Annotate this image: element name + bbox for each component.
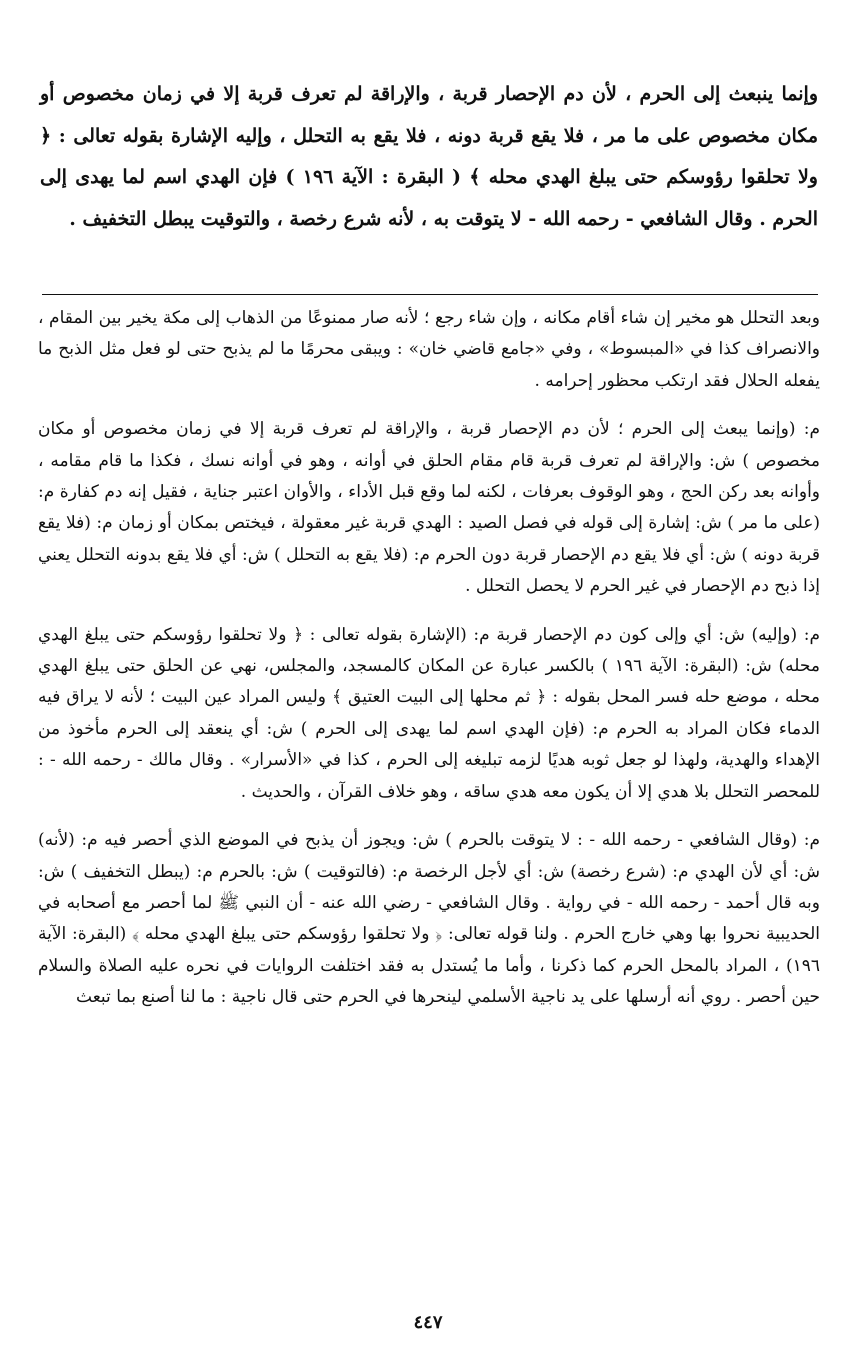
commentary-paragraph-4: م: (وقال الشافعي - رحمه الله - : لا يتوقت بالحرم ) ش: ويجوز أن يذبح في الموضع الذي أحصر فيه م: (لأنه) ش: أي لأن الهدي م: (شرع رخصة) ش: أي لأجل الرخصة م: (فالتوقيت ) ش: بالحرم م: (يبطل التخفيف ) ش: وبه قال أحمد - رحمه الله - في رواية . وقال الشافعي - رضي الله عنه - أن النبي ﷺ لما أحصر مع أصحابه في الحديبية نحروا بها وهي خارج الحرم . ولنا قوله تعالى: ﴿ ولا تحلقوا رؤوسكم حتى يبلغ الهدي محله ﴾ (البقرة: الآية ١٩٦) ، المراد بالمحل الحرم كما ذكرنا ، وأما ما يُستدل به فقد اختلفت الروايات في نحره عليه الصلاة والسلام حين أحصر . روي أنه أرسلها على يد ناجية الأسلمي لينحرها في الحرم حتى قال ناجية : ما لنا أصنع بما تبعث	[38, 830, 820, 1008]
main-text-block	[40, 74, 818, 240]
commentary-paragraph-2: م: (وإنما يبعث إلى الحرم ؛ لأن دم الإحصار قربة ، والإراقة لم تعرف قربة إلا في زمان مخصوص أو مكان مخصوص ) ش: والإراقة لم تعرف قربة قام مقام الحلق في أوانه ، وهو في أوانه نسك ، فكذا ما قام مقامه ، وأوانه بعد ركن الحج ، وهو الوقوف بعرفات ، لكنه لما وقع قبل الأداء ، والأوان اعتبر جناية ، فقيل إنه دم كفارة م: (على ما مر ) ش: إشارة إلى قوله في فصل الصيد : الهدي قربة غير معقولة ، فيختص بمكان أو زمان م: (فلا يقع قربة دونه ) ش: أي فلا يقع دم الإحصار قربة دون الحرم م: (فلا يقع به التحلل ) ش: أي فلا يقع بدونه التحلل يعني إذا ذبح دم الإحصار في غير الحرم لا يحصل التحلل .	[38, 419, 820, 597]
commentary-paragraph-1: وبعد التحلل هو مخير إن شاء أقام مكانه ، وإن شاء رجع ؛ لأنه صار ممنوعًا من الذهاب إلى مكة يخير بين المقام ، والانصراف كذا في «المبسوط» ، وفي «جامع قاضي خان» : ويبقى محرمًا ما لم يذبح حتى لو فعل مثل الذبح ما يفعله الحلال فقد ارتكب محظور إحرامه .	[38, 308, 820, 391]
commentary-block	[38, 303, 820, 1014]
commentary-paragraph-3: م: (وإليه) ش: أي وإلى كون دم الإحصار قربة م: (الإشارة بقوله تعالى : ﴿ ولا تحلقوا رؤوسكم حتى يبلغ الهدي محله) ش: (البقرة: الآية ١٩٦ ) بالكسر عبارة عن المكان كالمسجد، والمجلس، نهي عن الحلق حتى يبلغ الهدي محله ، موضع حله فسر المحل بقوله : ﴿ ثم محلها إلى البيت العتيق ﴾ وليس المراد عين البيت ؛ لأنه لا يراق فيه الدماء فكان المراد به الحرم م: (فإن الهدي اسم لما يهدى إلى الحرم ) ش: أي ينعقد إلى الحرم مأخوذ من الإهداء والهدية، ولهذا لو جعل ثوبه هديًا لزمه تبليغه إلى الحرم ، كذا في «الأسرار» . وقال مالك - رحمه الله - : للمحصر التحلل بلا هدي إلا أن يكون معه هدي ساقه ، وهو خلاف القرآن ، والحديث .	[38, 624, 820, 802]
main-text-paragraph: وإنما ينبعث إلى الحرم ، لأن دم الإحصار قربة ، والإراقة لم تعرف قربة إلا في زمان مخصوص أو مكان مخصوص على ما مر ، فلا يقع قربة دونه ، فلا يقع به التحلل ، وإليه الإشارة بقوله تعالى : ﴿ ولا تحلقوا رؤوسكم حتى يبلغ الهدي محله ﴾ ( البقرة : الآية ١٩٦ ) فإن الهدي اسم لما يهدى إلى الحرم . وقال الشافعي - رحمه الله - لا يتوقت به ، لأنه شرع رخصة ، والتوقيت يبطل التخفيف .	[40, 83, 818, 230]
page-number: ٤٤٧	[413, 1312, 443, 1333]
section-divider	[42, 294, 818, 295]
